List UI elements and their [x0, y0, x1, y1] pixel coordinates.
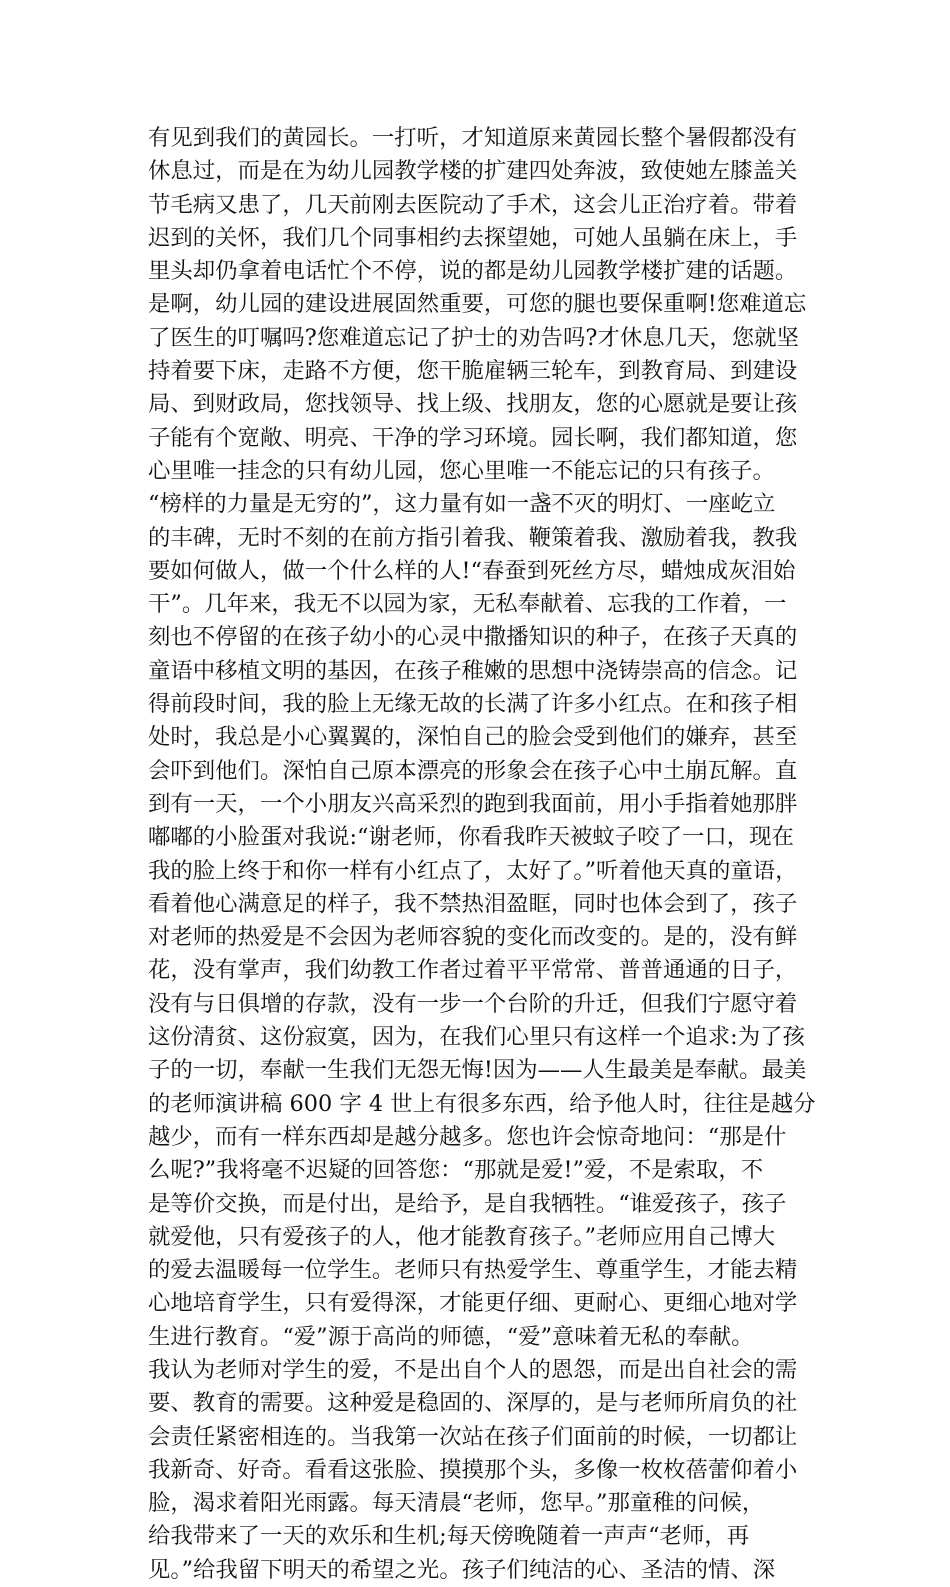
text-line: 花，没有掌声，我们幼教工作者过着平平常常、普普通通的日子， [148, 957, 798, 984]
text-line: 节毛病又患了，几天前刚去医院动了手术，这会儿正治疗着。带着 [148, 191, 798, 218]
text-line: 到有一天，一个小朋友兴高采烈的跑到我面前，用小手指着她那胖 [148, 790, 798, 817]
text-line: 看着他心满意足的样子，我不禁热泪盈眶，同时也体会到了，孩子 [148, 890, 798, 917]
text-line: 里头却仍拿着电话忙个不停，说的都是幼儿园教学楼扩建的话题。 [148, 258, 798, 285]
text-line: 会责任紧密相连的。当我第一次站在孩子们面前的时候，一切都让 [148, 1423, 798, 1450]
text-line: 么呢?”我将毫不迟疑的回答您：“那就是爱!”爱，不是索取，不 [148, 1157, 764, 1184]
text-line: 这份清贫、这份寂寞，因为，在我们心里只有这样一个追求:为了孩 [148, 1024, 805, 1051]
text-line: 要、教育的需要。这种爱是稳固的、深厚的，是与老师所肩负的社 [148, 1390, 798, 1417]
text-line: 见。”给我留下明天的希望之光。孩子们纯洁的心、圣洁的情、深 [148, 1556, 776, 1583]
text-line: 我的脸上终于和你一样有小红点了，太好了。”听着他天真的童语， [148, 857, 798, 884]
text-line: 越少，而有一样东西却是越分越多。您也许会惊奇地问：“那是什 [148, 1123, 787, 1150]
text-line: 子能有个宽敞、明亮、干净的学习环境。园长啊，我们都知道，您 [148, 424, 798, 451]
text-line: 是啊，幼儿园的建设进展固然重要，可您的腿也要保重啊!您难道忘 [148, 291, 807, 318]
text-line: 迟到的关怀，我们几个同事相约去探望她，可她人虽躺在床上，手 [148, 224, 798, 251]
text-line: 没有与日俱增的存款，没有一步一个台阶的升迁，但我们宁愿守着 [148, 990, 798, 1017]
text-line: 了医生的叮嘱吗?您难道忘记了护士的劝告吗?才休息几天，您就坚 [148, 324, 799, 351]
text-line: “榜样的力量是无穷的”，这力量有如一盏不灭的明灯、一座屹立 [148, 491, 776, 518]
text-line: 对老师的热爱是不会因为老师容貌的变化而改变的。是的，没有鲜 [148, 924, 798, 951]
text-line: 得前段时间，我的脸上无缘无故的长满了许多小红点。在和孩子相 [148, 691, 798, 718]
text-line: 干”。几年来，我无不以园为家，无私奉献着、忘我的工作着，一 [148, 591, 787, 618]
text-line: 局、到财政局，您找领导、找上级、找朋友，您的心愿就是要让孩 [148, 391, 798, 418]
text-line: 我新奇、好奇。看看这张脸、摸摸那个头，多像一枚枚蓓蕾仰着小 [148, 1456, 798, 1483]
text-line: 我认为老师对学生的爱，不是出自个人的恩怨，而是出自社会的需 [148, 1356, 798, 1383]
text-line: 心里唯一挂念的只有幼儿园，您心里唯一不能忘记的只有孩子。 [148, 457, 775, 484]
text-line: 刻也不停留的在孩子幼小的心灵中撒播知识的种子，在孩子天真的 [148, 624, 798, 651]
text-line: 的爱去温暖每一位学生。老师只有热爱学生、尊重学生，才能去精 [148, 1257, 798, 1284]
text-line: 就爱他，只有爱孩子的人，他才能教育孩子。”老师应用自己博大 [148, 1223, 776, 1250]
text-line: 童语中移植文明的基因，在孩子稚嫩的思想中浇铸崇高的信念。记 [148, 657, 798, 684]
text-line: 持着要下床，走路不方便，您干脆雇辆三轮车，到教育局、到建设 [148, 358, 798, 385]
text-line: 生进行教育。“爱”源于高尚的师德，“爱”意味着无私的奉献。 [148, 1323, 754, 1350]
text-line: 脸，渴求着阳光雨露。每天清晨“老师，您早。”那童稚的问候， [148, 1490, 765, 1517]
body-text [148, 122, 824, 1587]
text-line: 会吓到他们。深怕自己原本漂亮的形象会在孩子心中土崩瓦解。直 [148, 757, 798, 784]
text-line: 要如何做人，做一个什么样的人!“春蚕到死丝方尽，蜡烛成灰泪始 [148, 557, 796, 584]
text-line: 子的一切，奉献一生我们无怨无悔!因为——人生最美是奉献。最美 [148, 1057, 807, 1084]
text-line: 休息过，而是在为幼儿园教学楼的扩建四处奔波，致使她左膝盖关 [148, 158, 798, 185]
text-line: 的丰碑，无时不刻的在前方指引着我、鞭策着我、激励着我，教我 [148, 524, 798, 551]
text-line: 心地培育学生，只有爱得深，才能更仔细、更耐心、更细心地对学 [148, 1290, 798, 1317]
text-line: 给我带来了一天的欢乐和生机;每天傍晚随着一声声“老师，再 [148, 1523, 750, 1550]
text-line: 是等价交换，而是付出，是给予，是自我牺牲。“谁爱孩子，孩子 [148, 1190, 787, 1217]
text-line: 嘟嘟的小脸蛋对我说:“谢老师，你看我昨天被蚊子咬了一口，现在 [148, 824, 794, 851]
text-line: 有见到我们的黄园长。一打听，才知道原来黄园长整个暑假都没有 [148, 125, 798, 151]
text-line: 处时，我总是小心翼翼的，深怕自己的脸会受到他们的嫌弃，甚至 [148, 724, 798, 751]
text-line: 的老师演讲稿 600 字 4 世上有很多东西，给予他人时，往往是越分 [148, 1090, 816, 1117]
